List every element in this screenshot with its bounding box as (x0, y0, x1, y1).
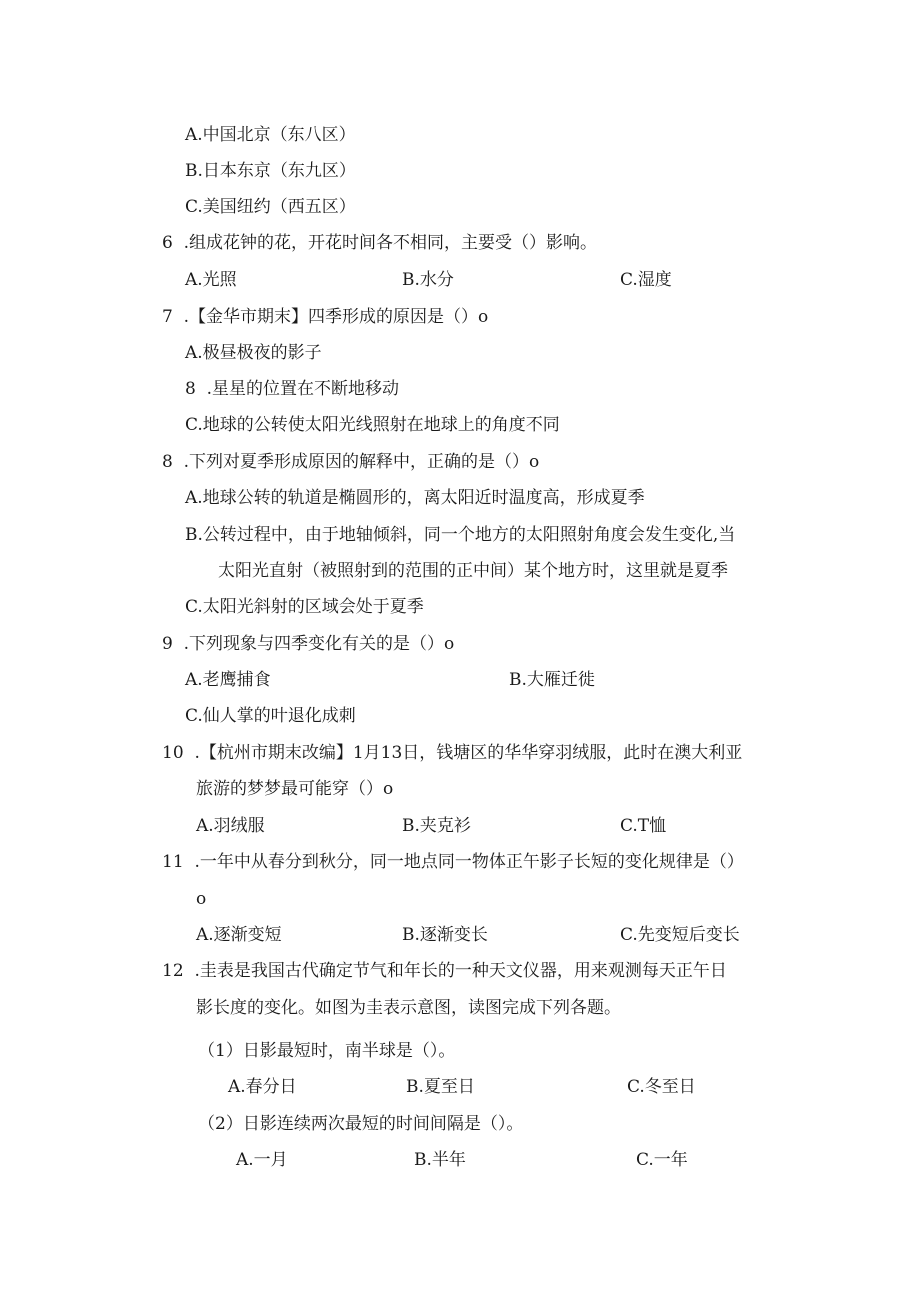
question-9-option-a: A.老鹰捕食 (185, 670, 271, 690)
option-a: A.中国北京（东八区） (185, 125, 356, 145)
question-11-stem-line2: o (196, 889, 207, 909)
question-6-option-b: B.水分 (402, 270, 454, 290)
question-9-option-c: C.仙人掌的叶退化成刺 (185, 706, 356, 726)
question-7-option-a: A.极昼极夜的影子 (185, 343, 322, 363)
question-6-option-c: C.湿度 (620, 270, 672, 290)
question-12-stem-line1: 12 .圭表是我国古代确定节气和年长的一种天文仪器，用来观测每天正午日 (162, 961, 727, 981)
question-10-option-c: C.T恤 (620, 816, 667, 836)
question-12-sub1-stem: （1）日影最短时，南半球是（）。 (198, 1041, 456, 1061)
question-12-sub2-stem: （2）日影连续两次最短的时间间隔是（）。 (198, 1114, 524, 1134)
question-8-stem: 8 .下列对夏季形成原因的解释中，正确的是（）o (162, 452, 540, 472)
question-6-option-a: A.光照 (185, 270, 237, 290)
question-11-option-c: C.先变短后变长 (620, 925, 740, 945)
question-8-option-b-line1: B.公转过程中，由于地轴倾斜，同一个地方的太阳照射角度会发生变化,当 (185, 525, 736, 545)
question-11-stem-line1: 11 .一年中从春分到秋分，同一地点同一物体正午影子长短的变化规律是（） (162, 852, 744, 872)
question-12-sub1-option-b: B.夏至日 (406, 1077, 475, 1097)
question-7-stem: 7 .【金华市期末】四季形成的原因是（）o (162, 307, 489, 327)
question-10-stem-line2: 旅游的梦梦最可能穿（）o (196, 779, 394, 799)
question-12-stem-line2: 影长度的变化。如图为圭表示意图，读图完成下列各题。 (196, 998, 621, 1018)
question-12-sub2-option-a: A.一月 (236, 1150, 288, 1170)
question-8-option-b-line2: 太阳光直射（被照射到的范围的正中间）某个地方时，这里就是夏季 (218, 561, 728, 581)
question-7-option-b: 8 .星星的位置在不断地移动 (185, 379, 400, 399)
question-9-option-b: B.大雁迁徙 (509, 670, 595, 690)
question-12-sub1-option-a: A.春分日 (228, 1077, 297, 1097)
question-12-sub2-option-c: C.一年 (636, 1150, 688, 1170)
question-9-stem: 9 .下列现象与四季变化有关的是（）o (162, 634, 455, 654)
question-6-stem: 6 .组成花钟的花，开花时间各不相同，主要受（）影响。 (162, 233, 598, 253)
question-11-option-b: B.逐渐变长 (402, 925, 488, 945)
question-8-option-a: A.地球公转的轨道是椭圆形的，离太阳近时温度高，形成夏季 (185, 488, 645, 508)
question-8-option-c: C.太阳光斜射的区域会处于夏季 (185, 597, 424, 617)
question-11-option-a: A.逐渐变短 (196, 925, 282, 945)
option-b: B.日本东京（东九区） (185, 161, 356, 181)
question-10-option-b: B.夹克衫 (402, 816, 471, 836)
question-10-option-a: A.羽绒服 (196, 816, 265, 836)
question-7-option-c: C.地球的公转使太阳光线照射在地球上的角度不同 (185, 415, 560, 435)
question-12-sub2-option-b: B.半年 (414, 1150, 466, 1170)
option-c: C.美国纽约（西五区） (185, 197, 356, 217)
question-10-stem-line1: 10 .【杭州市期末改编】1月13日，钱塘区的华华穿羽绒服，此时在澳大利亚 (162, 743, 743, 763)
question-12-sub1-option-c: C.冬至日 (627, 1077, 696, 1097)
